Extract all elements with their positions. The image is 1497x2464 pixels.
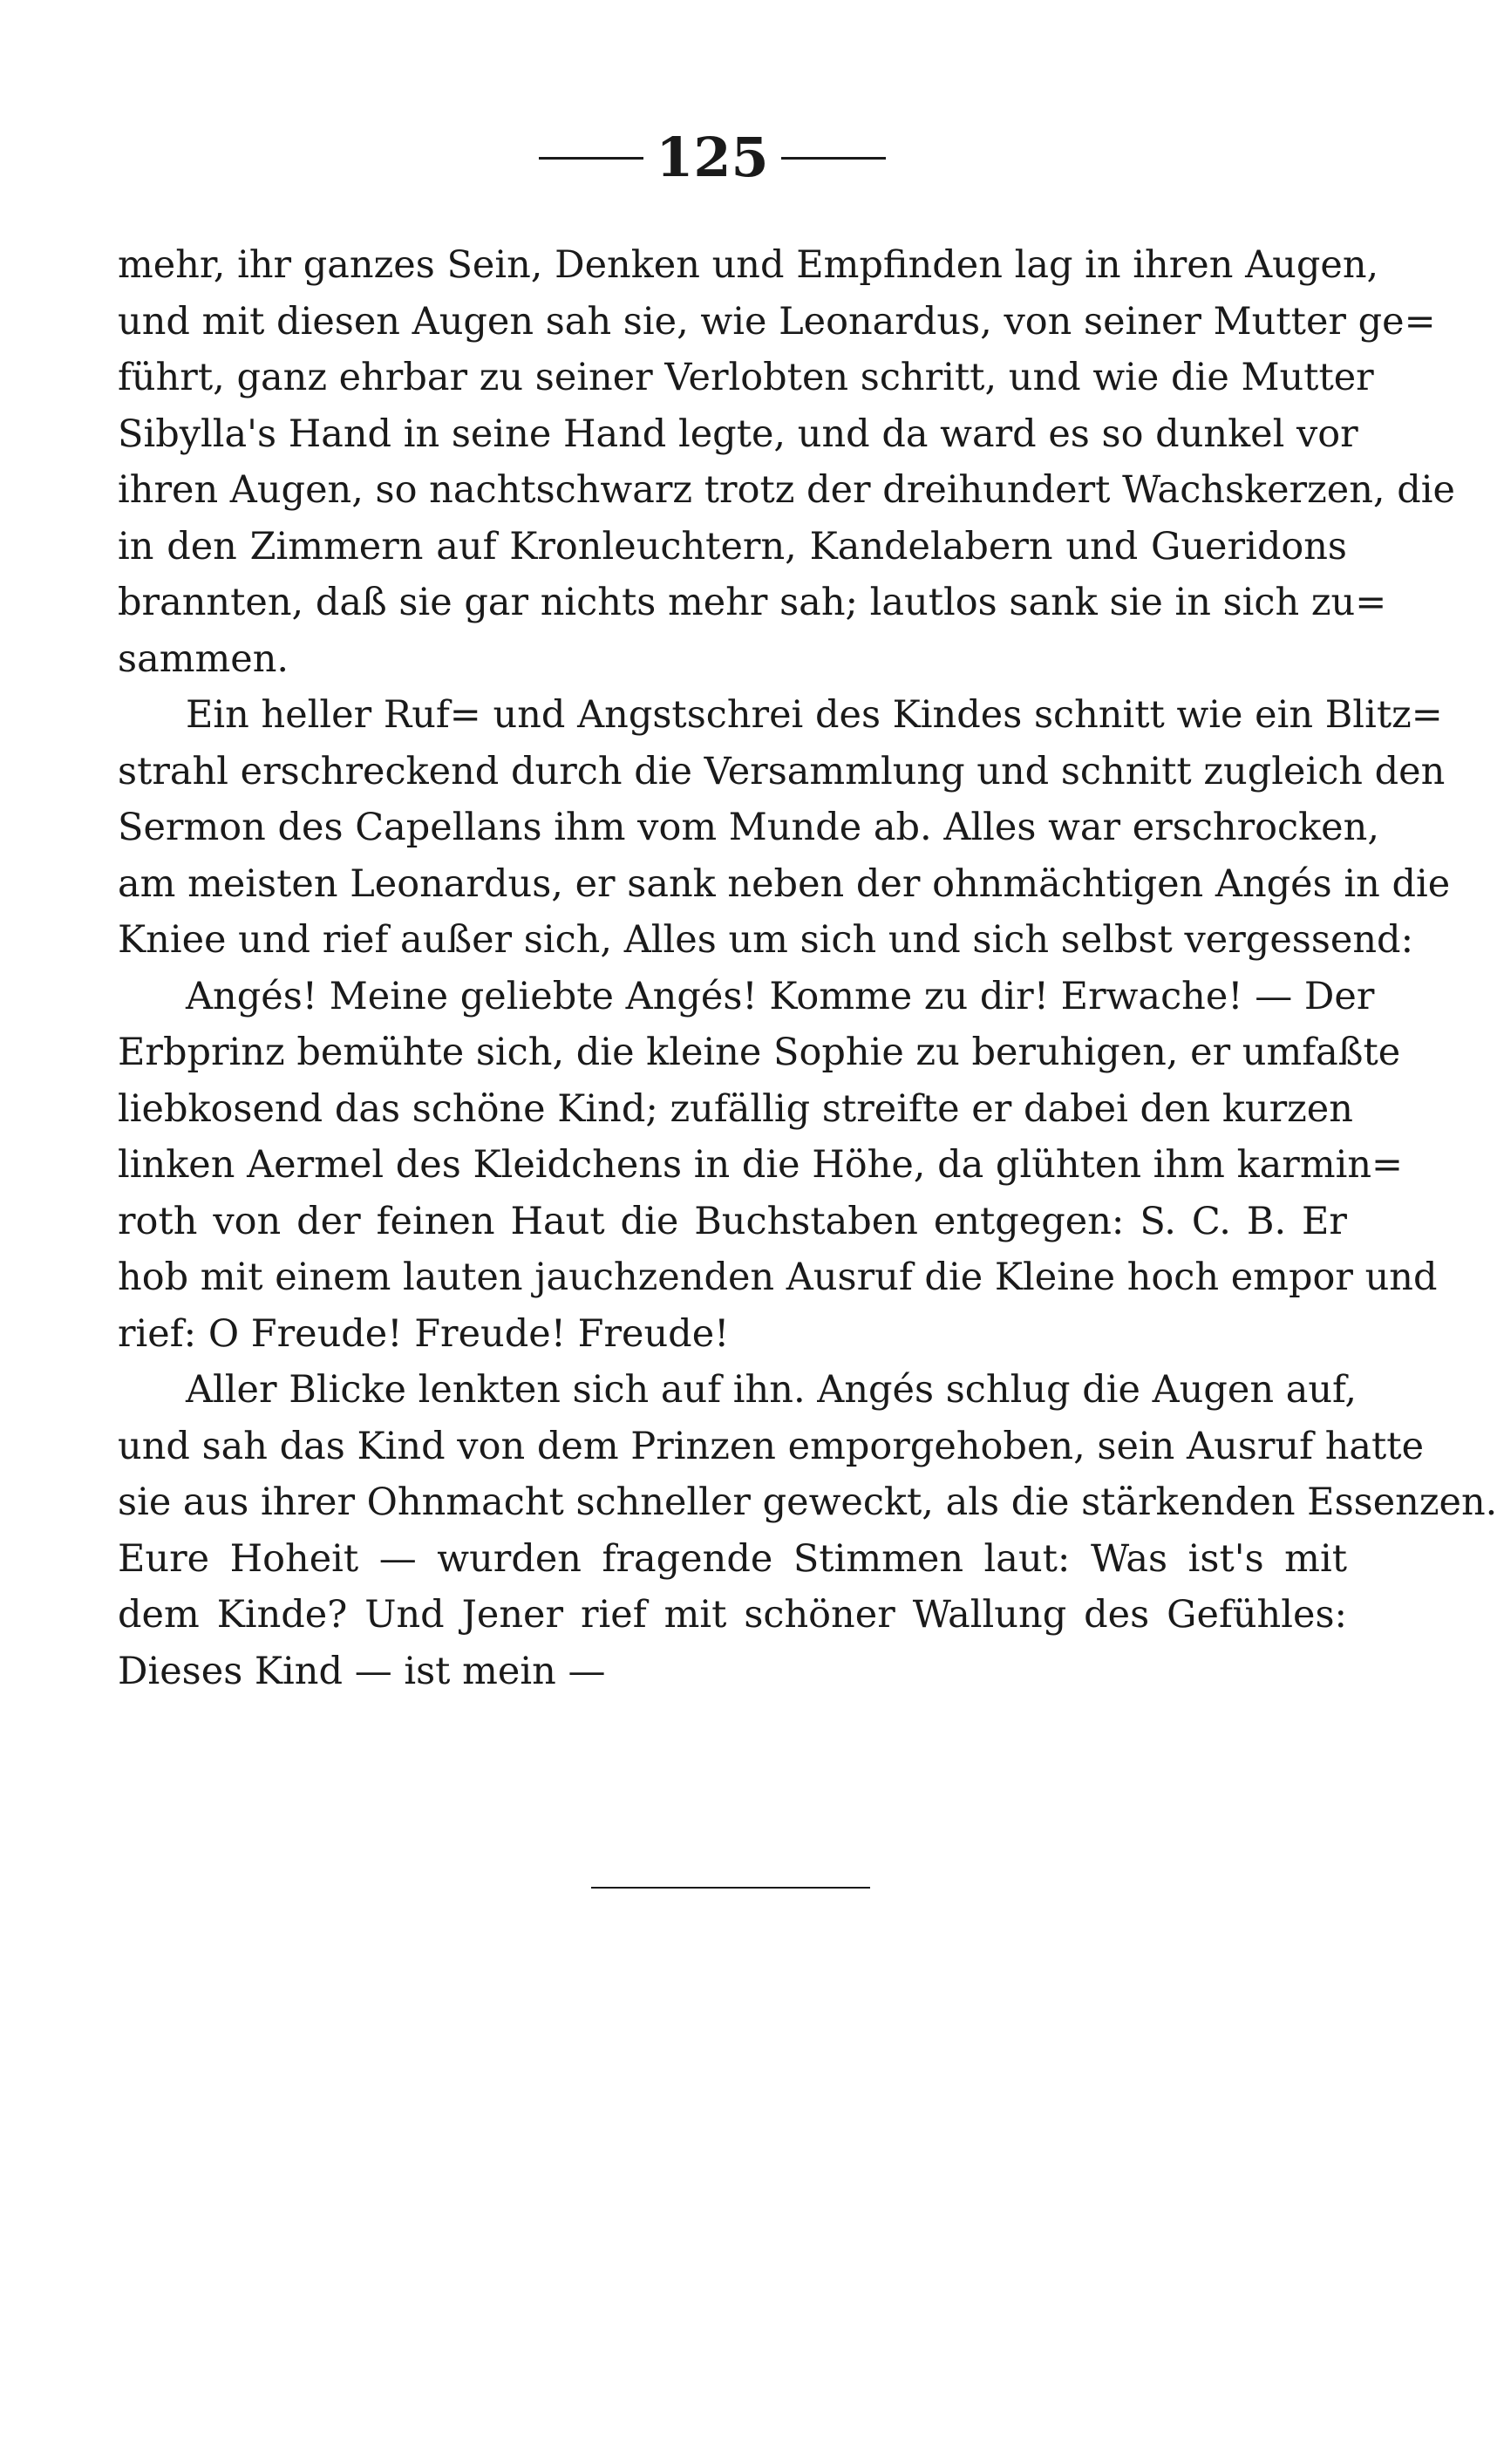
body-text — [118, 237, 1497, 1699]
text-line: Aller Blicke lenkten sich auf ihn. Angés schlug die Augen auf, — [186, 1368, 1358, 1412]
text-line: Sermon des Capellans ihm vom Munde ab. Alles war erschrocken, — [118, 806, 1379, 849]
text-line: und mit diesen Augen sah sie, wie Leonardus, von seiner Mutter ge= — [118, 299, 1436, 344]
end-rule — [591, 1887, 870, 1889]
text-line: brannten, daß sie gar nichts mehr sah; lautlos sank sie in sich zu= — [118, 581, 1387, 624]
header-dash-right — [781, 157, 886, 160]
text-line: linken Aermel des Kleidchens in die Höhe, da glühten ihm karmin= — [118, 1143, 1404, 1187]
text-line: führt, ganz ehrbar zu seiner Verlobten schritt, und wie die Mutter — [118, 356, 1374, 399]
text-line: am meisten Leonardus, er sank neben der ohnmächtigen Angés in die — [118, 861, 1451, 906]
text-line: und sah das Kind von dem Prinzen emporgehoben, sein Ausruf hatte — [118, 1424, 1425, 1468]
text-line: in den Zimmern auf Kronleuchtern, Kandelabern und Gueridons — [118, 524, 1347, 568]
text-line: Sibylla's Hand in seine Hand legte, und da ward es so dunkel vor — [118, 412, 1358, 456]
text-line: rief: O Freude! Freude! Freude! — [118, 1311, 730, 1356]
text-line: liebkosend das schöne Kind; zufällig streifte er dabei den kurzen — [118, 1086, 1353, 1131]
text-line: Angés! Meine geliebte Angés! Komme zu dir! Erwache! — Der — [186, 974, 1375, 1018]
text-line: roth von der feinen Haut die Buchstaben entgegen: S. C. B. Er — [118, 1199, 1347, 1243]
text-line: mehr, ihr ganzes Sein, Denken und Empfinden lag in ihren Augen, — [118, 243, 1379, 287]
text-line: sammen. — [118, 636, 289, 681]
text-line: sie aus ihrer Ohnmacht schneller geweckt, als die stärkenden Essenzen. — [118, 1480, 1497, 1524]
text-line: Ein heller Ruf= und Angstschrei des Kindes schnitt wie ein Blitz= — [186, 693, 1443, 737]
text-line: dem Kinde? Und Jener rief mit schöner Wallung des Gefühles: — [118, 1593, 1347, 1637]
header-dash-left — [539, 157, 643, 160]
text-line: strahl erschreckend durch die Versammlung und schnitt zugleich den — [118, 749, 1446, 793]
text-line: hob mit einem lauten jauchzenden Ausruf die Kleine hoch empor und — [118, 1256, 1438, 1299]
page-header — [0, 126, 1425, 189]
text-line: Erbprinz bemühte sich, die kleine Sophie zu beruhigen, er umfaßte — [118, 1031, 1401, 1074]
text-line: Kniee und rief außer sich, Alles um sich und sich selbst vergessend: — [118, 918, 1414, 962]
page-number: 125 — [656, 126, 769, 189]
text-line: Eure Hoheit — wurden fragende Stimmen laut: Was ist's mit — [118, 1536, 1347, 1581]
text-line: ihren Augen, so nachtschwarz trotz der dreihundert Wachskerzen, die — [118, 468, 1455, 512]
text-line: Dieses Kind — ist mein — — [118, 1649, 606, 1693]
